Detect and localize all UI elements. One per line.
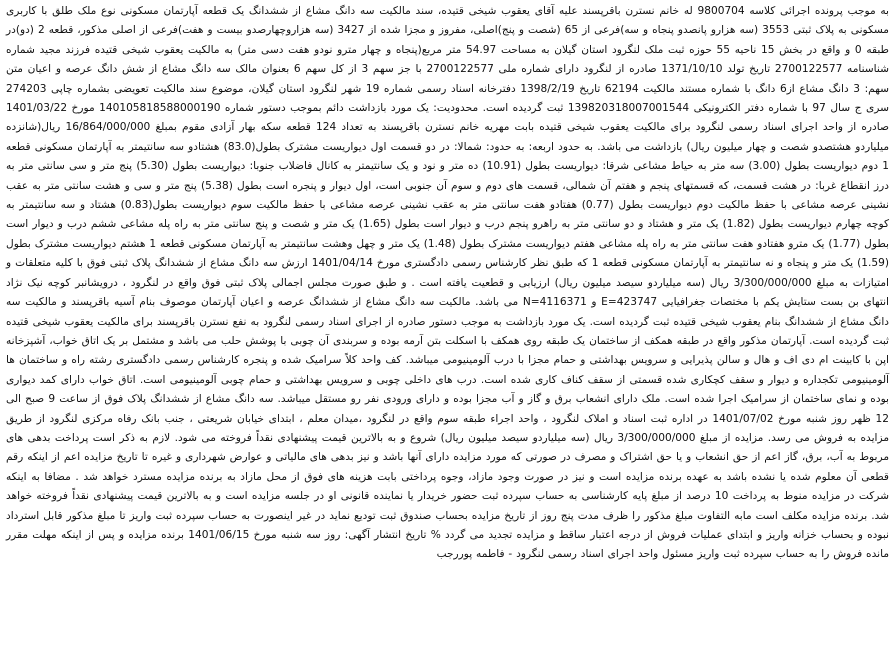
auction-notice-text bbox=[6, 2, 889, 565]
notice-body-paragraph: به موجب پرونده اجرائی کلاسه 9800704 له خانم نسترن باقرپسند علیه آقای یعقوب شیخی قتیده، سند مالکیت سه دانگ مشاع از ششدانگ یک قطعه آپارتمان مسکونی نوع ملک طلق با کاربری مسکونی به پلاک ثبتی 3553 (سه هزارو پانصدو پنجاه و سه)فرعی از 65 (شصت و پنج)اصلی، مفروز و مجزا شده از 3427 (سه هزاروچهارصدو بیست و هفت)فرعی از اصلی مذکور، قطعه 2 (دو)در طبقه 0 و واقع در بخش 15 ناحیه 55 حوزه ثبت ملک لنگرود استان گیلان به مساحت 54.97 متر مربع(پنجاه و چهار مترو نودو هفت دسی متر) به مالکیت یعقوب شیخی قتیده فرزند مجید شماره شناسنامه 2700122577 تاریخ تولد 1371/10/10 صادره از لنگرود دارای شماره ملی 2700122577 با جز سهم 3 از کل سهم 6 بعنوان مالک سه دانگ مشاع از شش دانگ عرصه و اعیان متن سهم: 3 دانگ مشاع از6 دانگ با شماره مستند مالکیت 62194 تاریخ 1398/2/19 دفترخانه اسناد رسمی شماره 19 شهر لنگرود استان گیلان، موضوع سند مالکیت تعویضی بشماره چاپی 274203 سری ج سال 97 با شماره دفتر الکترونیکی 139820318007001544 ثبت گردیده است. محدودیت: یک مورد بازداشت دائم بموجب دستور شماره 140105818588000190 مورخ 1401/03/22 صادره از واحد اجرای اسناد رسمی لنگرود برای مالکیت یعقوب شیخی قتیده بابت مهریه خانم نسترن باقرپسند به تعداد 124 قطعه سکه بهار آزادی مقوم بمبلغ 16/864/000/000 ریال(شانزده میلیاردو هشتصدو شصت و چهار میلیون ریال) بازداشت می باشد. به حدود اربعه: به حدود: شمالا: در دو قسمت اول دیواریست مشترک بطول(83.0) هشتادو سه سانتیمتر به آپارتمان مسکونی قطعه 1 دوم دیواریست بطول (3.00) سه متر به حیاط مشاعی شرقا: دیواریست بطول (10.91) ده متر و نود و یک سانتیمتر به کانال فاضلاب جنوبا: دیواریست بطول (5.30) پنج متر و سی سانتی متر به درز انقطاع غربا: در هشت قسمت، که قسمتهای پنجم و هفتم آن شمالی، قسمت های دوم و سوم آن جنوبی است، اول دیوار و پنجره است بطول (5.38) پنج متر و سی و هشت سانتی متر به عقب نشینی عرصه مشاعی با حفظ مالکیت دوم دیواریست بطول (0.77) هفتادو هفت سانتی متر به عقب نشینی عرصه مشاعی با حفظ مالکیت سوم دیواریست بطول(0.83) هشتاد و سه سانتیمتر به کوچه چهارم دیواریست بطول (1.82) یک متر و هشتاد و دو سانتی متر به راهرو پنجم درب و دیوار است بطول (1.65) یک متر و شصت و پنج سانتی متر به راه پله مشاعی ششم درب و دیوار است بطول (1.77) یک مترو هفتادو هفت سانتی متر به راه پله مشاعی هفتم دیواریست مشترک بطول (1.48) یک متر و چهل وهشت سانتیمتر به آپارتمان مسکونی قطعه 1 هشتم دیواریست مشترک بطول (1.59) یک متر و پنجاه و نه سانتیمتر به آپارتمان مسکونی قطعه 1 که طبق نظر کارشناس رسمی دادگستری مورخ 1401/04/14 ارزش سه دانگ مشاع از ششدانگ پلاک ثبتی فوق با کلیه متعلقات و امتیازات به مبلغ 3/300/000/000 ریال (سه میلیاردو سیصد میلیون ریال) ارزیابی و قطعیت یافته است . و طبق صورت مجلس اجمالی پلاک ثبتی فوق واقع در لنگرود ، درویشانبر کوچه نیک نژاد انتهای بن بست ستایش یکم با مختصات جغرافیایی E=423747 و N=4116371 می باشد. مالکیت سه دانگ مشاع از ششدانگ عرصه و اعیان آپارتمان موصوف بنام آسیه باقرپسند و مالکیت سه دانگ مشاع از ششدانگ بنام یعقوب شیخی قتیده ثبت گردیده است. یک مورد بازداشت به موجب دستور صادره از اجرای اسناد رسمی لنگرود به نفع نسترن باقرپسند برای مالکیت یعقوب شیخی قتیده ثبت گردیده است. آپارتمان مذکور واقع در طبقه همکف از ساختمان یک طبقه روی همکف با اسکلت بتن آرمه بوده و سربندی آن چوبی با پوشش حلب می باشد و مشتمل بر یک اتاق خواب، آشپزخانه اپن با کابینت ام دی اف و هال و سالن پذیرایی و سرویس بهداشتی و حمام مجزا با درب آلومینیومی میباشد. کف واحد کلاً سرامیک شده و پنجره کارشناس رسمی دادگستری رشته راه و ساختمان ها آلومینیومی تکجداره و دیوار و سقف کچکاری شده قسمتی از سقف کناف کاری شده است. درب های داخلی چوبی و سرویس بهداشتی و حمام چوبی آلومینیومی است. اتاق خواب دارای کمد دیواری بوده و نمای ساختمان از سرامیک اجرا شده است. ملک دارای انشعاب برق و گاز و آب مجزا بوده و دارای ورودی نفر رو مستقل میباشد. سه دانگ مشاع از ششدانگ پلاک فوق از ساعت 9 صبح الی 12 ظهر روز شنبه مورخ 1401/07/02 در اداره ثبت اسناد و املاک لنگرود ، واحد اجراء طبقه سوم واقع در لنگرود ،میدان معلم ، ابتدای خیابان شریعتی ، جنب بانک رفاه مرکزی لنگرود از طریق مزایده به فروش می رسد. مزایده از مبلغ 3/300/000/000 ریال (سه میلیاردو سیصد میلیون ریال) شروع و به بالاترین قیمت پیشنهادی نقداً فروخته می شود. لازم به ذکر است پرداخت بدهی های مربوط به آب، برق، گاز اعم از حق انشعاب و یا حق اشتراک و مصرف در صورتی که مورد مزایده دارای آنها باشد و نیز بدهی های مالیاتی و عوارض شهرداری و غیره تا تاریخ مزایده اعم از اینکه رقم قطعی آن معلوم شده یا نشده باشد به عهده برنده مزایده است و نیز در صورت وجود مازاد، وجوه پرداختی بابت هزینه های فوق از محل مازاد به برنده مزایده مسترد خواهد شد . مضافا به اینکه شرکت در مزایده منوط به پرداخت 10 درصد از مبلغ پایه کارشناسی به حساب سپرده ثبت حضور خریدار یا نماینده قانونی او در جلسه مزایده است و به بالاترین قیمت پیشنهادی نقداً فروخته خواهد شد. برنده مزایده مکلف است مابه التفاوت مبلغ مذکور را ظرف مدت پنج روز از تاریخ مزایده بحساب صندوق ثبت تودیع نماید در غیر اینصورت به حساب سپرده ثبت واریز تا مبلغ مذکور قابل استرداد نبوده و بحساب خزانه واریز و ابتدای عملیات فروش از درجه اعتبار ساقط و مزایده تجدید می گردد % تاریخ انتشار آگهی: روز سه شنبه مورخ 1401/06/15 برنده مزایده و پس از اینکه مهلت مقرر مانده فروش را به حساب سپرده ثبت واریز مسئول واحد اجرای اسناد رسمی لنگرود - فاطمه پوررجب bbox=[6, 5, 890, 561]
